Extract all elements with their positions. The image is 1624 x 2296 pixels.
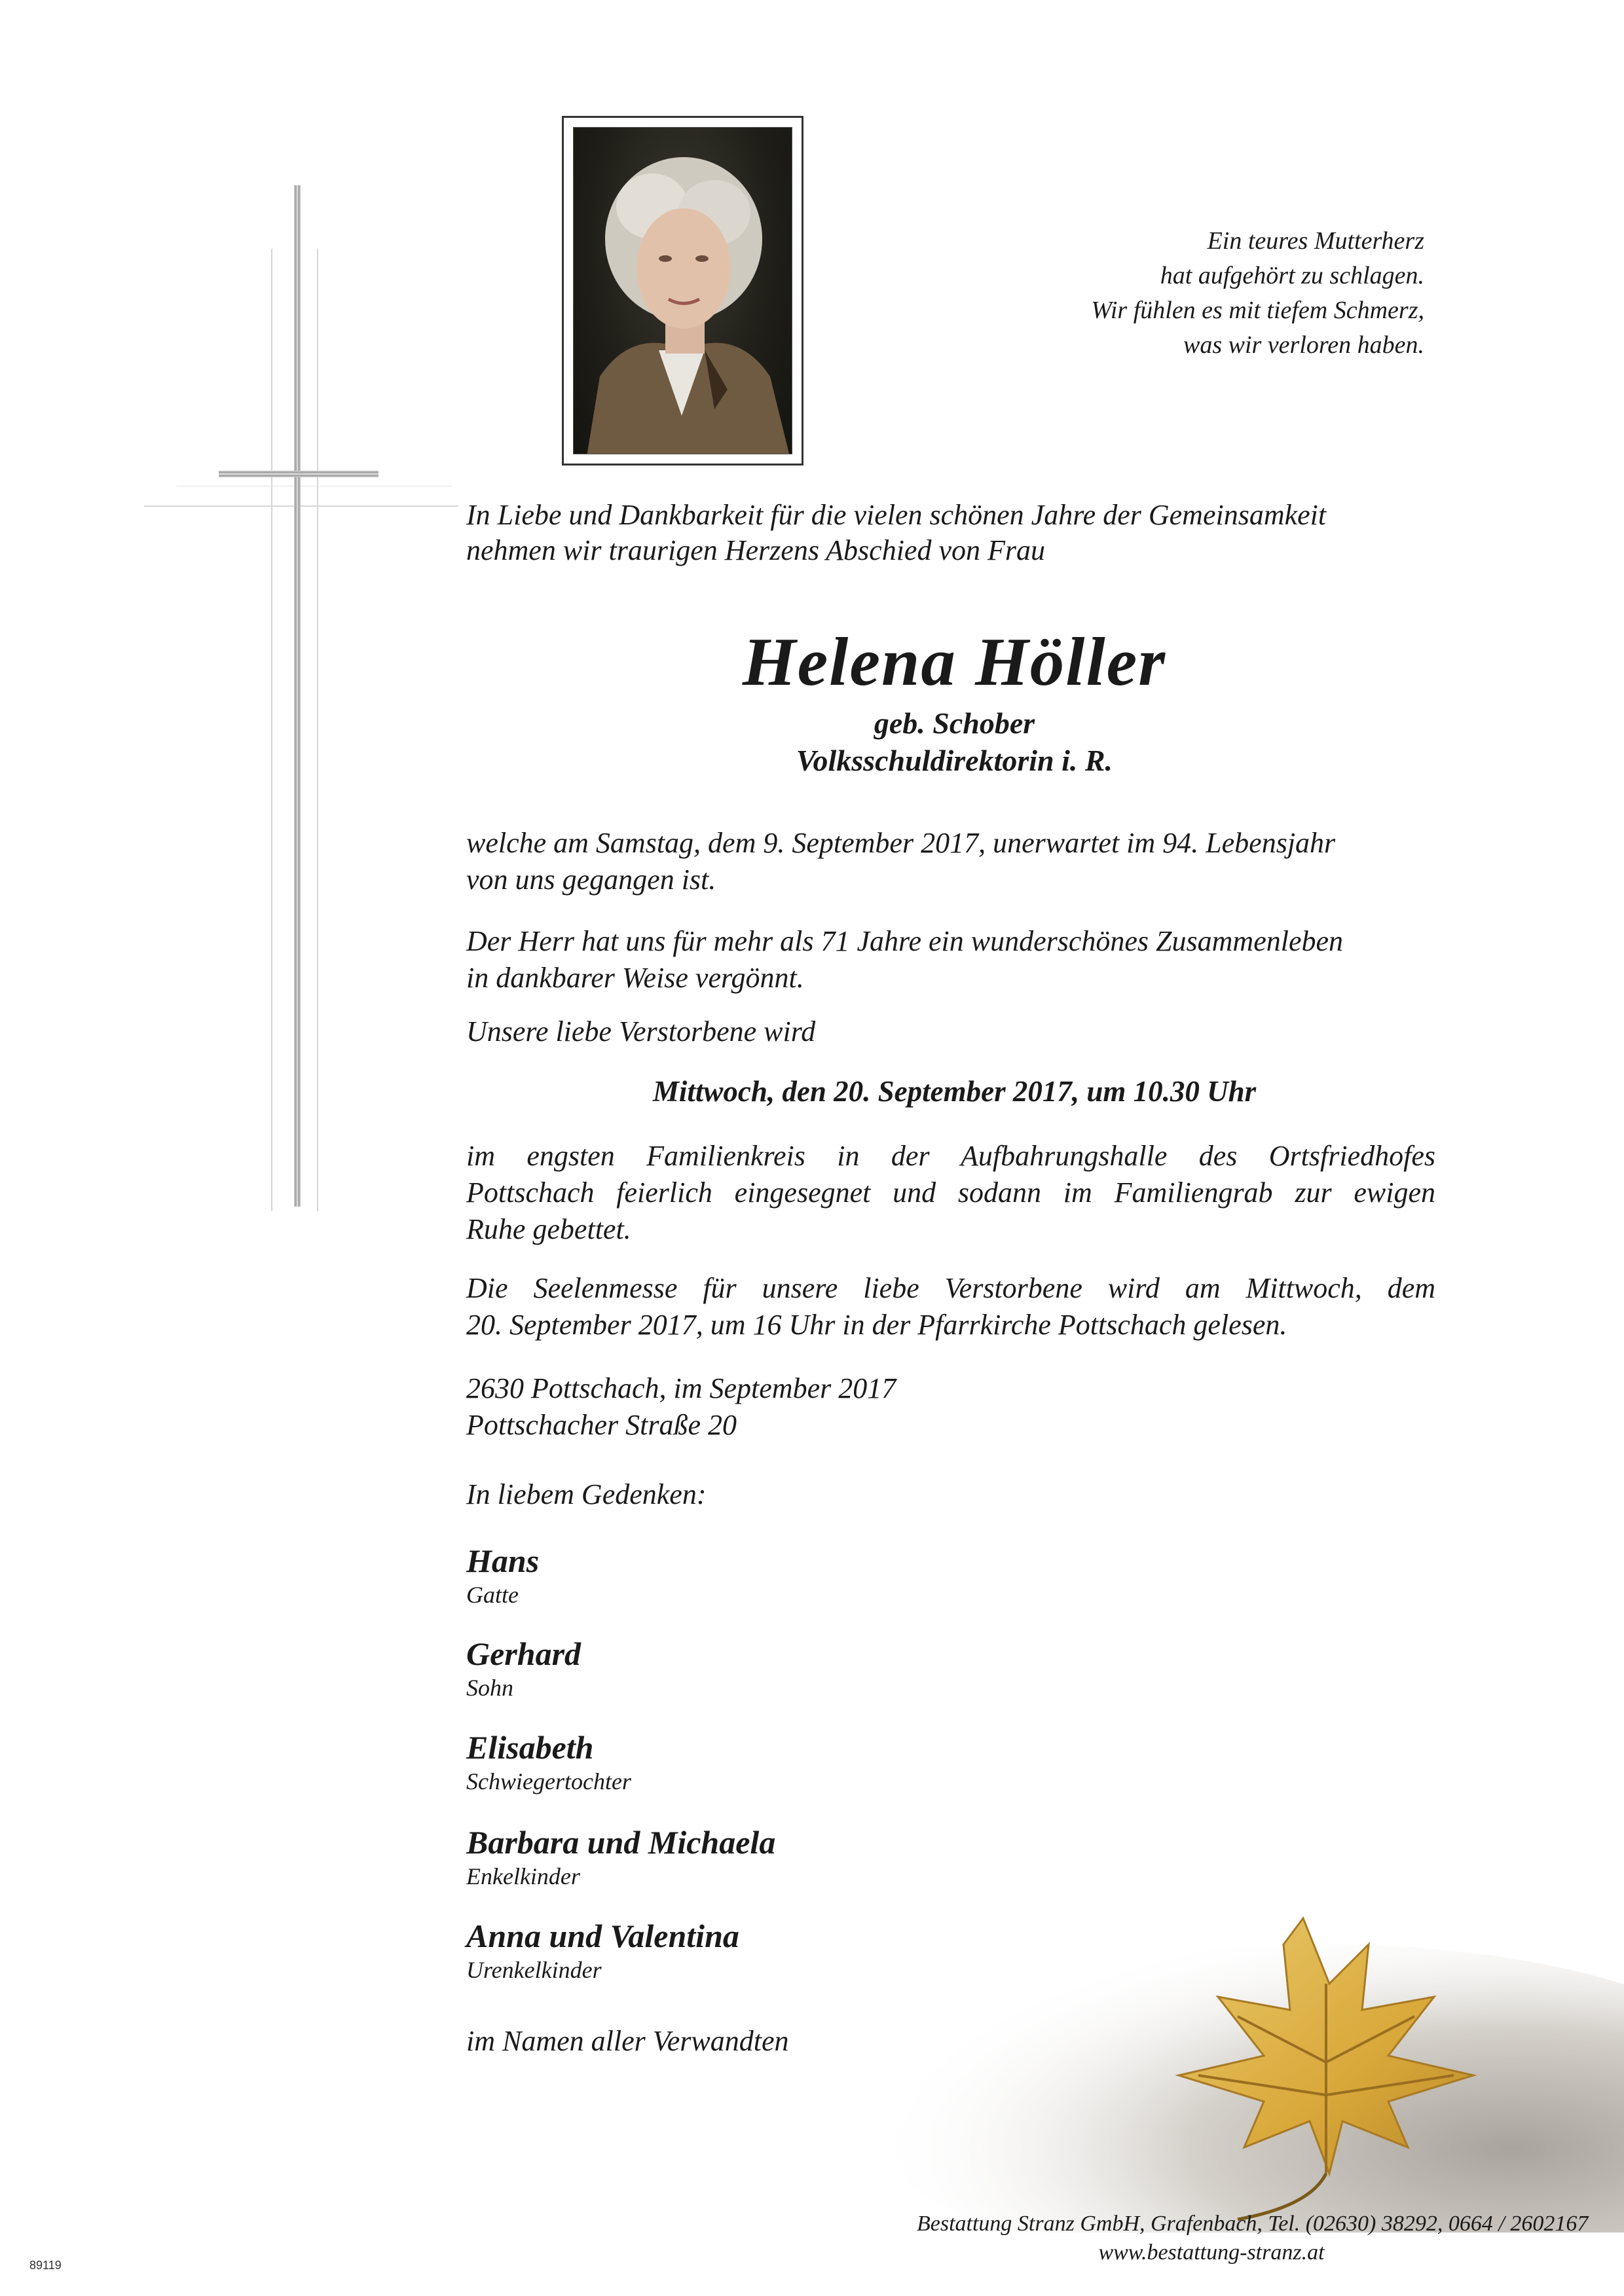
family-member-name: Elisabeth	[466, 1729, 594, 1766]
cross-horizontal-bar	[219, 471, 378, 477]
closing-line	[466, 2023, 1435, 2060]
text-line: In liebem Gedenken:	[466, 1478, 707, 1510]
intro-line: nehmen wir traurigen Herzens Abschied von Frau	[466, 534, 1045, 566]
intro-line: In Liebe und Dankbarkeit für die vielen schönen Jahre der Gemeinsamkeit	[466, 499, 1327, 531]
text-line: in dankbarer Weise vergönnt.	[466, 962, 804, 994]
place-and-address	[466, 1370, 1435, 1444]
deceased-name: Helena Höller	[742, 623, 1167, 700]
place-date-line: 2630 Pottschach, im September 2017	[466, 1372, 896, 1404]
intro-text	[466, 498, 1488, 568]
memorial-poem	[900, 224, 1424, 363]
death-notice-paragraph	[466, 825, 1435, 898]
text-line: welche am Samstag, dem 9. September 2017, unerwartet im 94. Lebensjahr	[466, 827, 1336, 859]
text-line: Pottschach feierlich eingesegnet und sodann im Familiengrab zur ewigen	[466, 1176, 1435, 1209]
funeral-home-website: www.bestattung-stranz.at	[1098, 2240, 1325, 2265]
family-member-role: Enkelkinder	[466, 1863, 580, 1889]
requiem-mass-paragraph	[466, 1270, 1435, 1343]
family-member-role: Sohn	[466, 1675, 513, 1701]
poem-line: was wir verloren haben.	[1183, 331, 1424, 359]
address-line: Pottschacher Straße 20	[466, 1409, 737, 1441]
funeral-home-contact: Bestattung Stranz GmbH, Grafenbach, Tel. (02630) 38292, 0664 / 2602167	[917, 2212, 1589, 2236]
announcement-line	[466, 1013, 1435, 1050]
funeral-date: Mittwoch, den 20. September 2017, um 10.30 Uhr	[652, 1075, 1257, 1108]
document-number: 89119	[29, 2259, 62, 2272]
text-line: im Namen aller Verwandten	[466, 2025, 789, 2057]
text-line: von uns gegangen ist.	[466, 864, 716, 896]
funeral-home-footer	[917, 2210, 1589, 2267]
family-member-role: Gatte	[466, 1582, 519, 1608]
family-member-name: Hans	[466, 1542, 540, 1579]
text-line: 20. September 2017, um 16 Uhr in der Pfarrkirche Pottschach gelesen.	[466, 1309, 1287, 1341]
text-line: Ruhe gebettet.	[466, 1213, 631, 1245]
remembrance-heading	[466, 1476, 1435, 1513]
family-member-role: Schwiegertochter	[466, 1768, 631, 1795]
poem-line: hat aufgehört zu schlagen.	[1160, 262, 1424, 289]
text-line: Die Seelenmesse für unsere liebe Verstorbene wird am Mittwoch, dem	[466, 1272, 1435, 1304]
poem-line: Ein teures Mutterherz	[1207, 227, 1424, 255]
cross-outline-bottom	[144, 505, 458, 507]
portrait-photo	[573, 127, 792, 454]
family-member-name: Gerhard	[466, 1635, 581, 1672]
gratitude-paragraph	[466, 923, 1435, 996]
family-member-name: Barbara und Michaela	[466, 1824, 776, 1861]
poem-line: Wir fühlen es mit tiefem Schmerz,	[1091, 297, 1424, 324]
portrait-photo-frame	[562, 116, 803, 465]
birth-name: geb. Schober	[874, 706, 1035, 740]
text-line: im engsten Familienkreis in der Aufbahrungshalle des Ortsfriedhofes	[466, 1140, 1435, 1172]
text-line: Unsere liebe Verstorbene wird	[466, 1015, 816, 1048]
family-member-role: Urenkelkinder	[466, 1957, 602, 1983]
text-line: Der Herr hat uns für mehr als 71 Jahre ein wunderschönes Zusammenleben	[466, 925, 1344, 957]
family-member-name: Anna und Valentina	[466, 1918, 739, 1954]
ceremony-paragraph	[466, 1138, 1435, 1248]
occupation-title: Volksschuldirektorin i. R.	[796, 744, 1113, 777]
